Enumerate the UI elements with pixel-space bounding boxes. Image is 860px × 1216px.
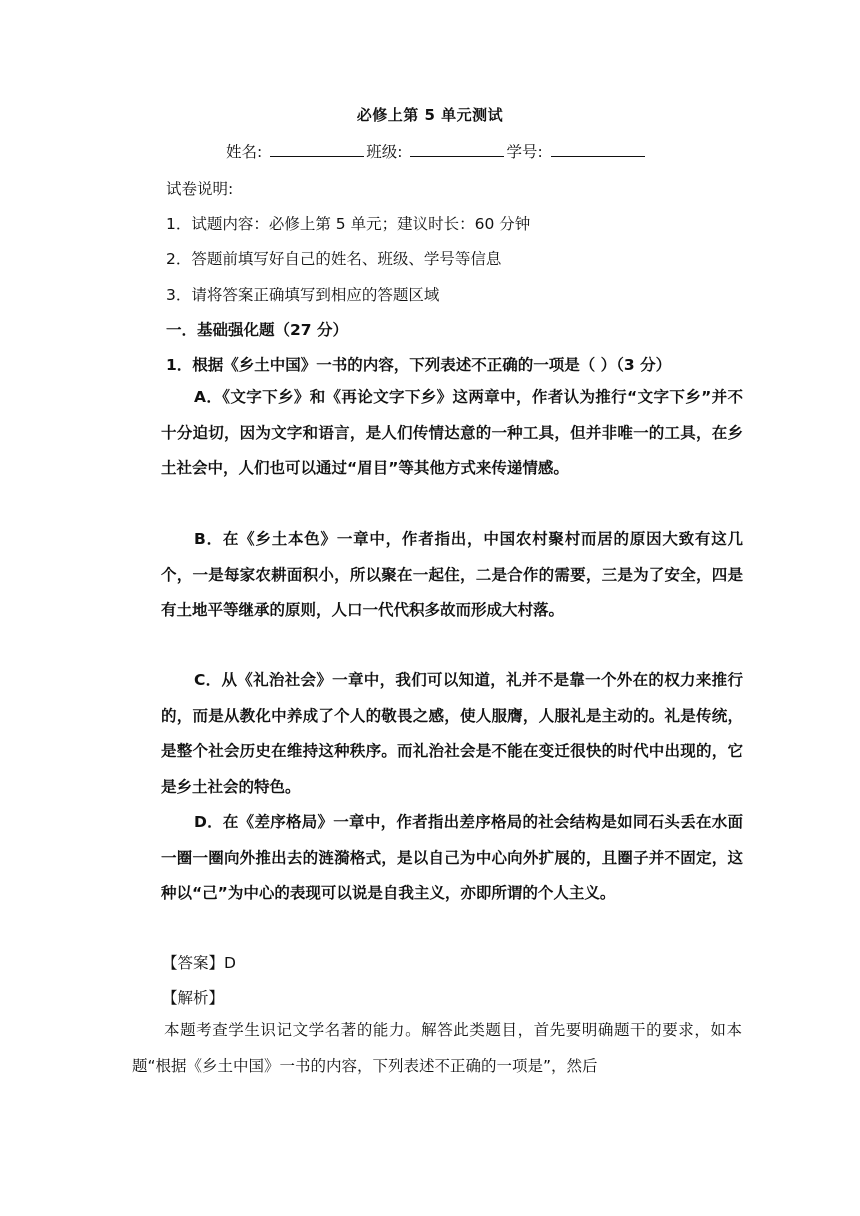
analysis-label: 【解析】 — [162, 989, 225, 1007]
instructions-heading: 试卷说明: — [166, 180, 234, 198]
student-info-line — [226, 140, 647, 162]
page-title: 必修上第 5 单元测试 — [356, 106, 504, 124]
option-b: B．在《乡土本色》一章中，作者指出，中国农村聚村而居的原因大致有这几个，一是每家农耕面积小，所以聚在一起住，二是合作的需要，三是为了安全，四是有土地平等继承的原则，人口一代代积多故而形成大村落。 — [161, 530, 743, 619]
option-a: A．《文字下乡》和《再论文字下乡》这两章中，作者认为推行“文字下乡”并不十分迫切，因为文字和语言，是人们传情达意的一种工具，但并非唯一的工具，在乡土社会中，人们也可以通过“眉目”等其他方式来传递情感。 — [161, 388, 743, 477]
instruction-item: 3．请将答案正确填写到相应的答题区域 — [166, 286, 440, 304]
option-d: D．在《差序格局》一章中，作者指出差序格局的社会结构是如同石头丢在水面一圈一圈向外推出去的涟漪格式，是以自己为中心向外扩展的，且圈子并不固定，这种以“己”为中心的表现可以说是自我主义，亦即所谓的个人主义。 — [161, 813, 743, 902]
class-label: 班级: — [366, 143, 403, 161]
name-blank[interactable] — [270, 142, 364, 157]
instruction-item: 2．答题前填写好自己的姓名、班级、学号等信息 — [166, 250, 502, 268]
student-id-blank[interactable] — [551, 142, 645, 157]
section-heading: 一．基础强化题（27 分） — [166, 321, 348, 339]
instruction-item: 1．试题内容：必修上第 5 单元；建议时长：60 分钟 — [166, 215, 531, 233]
question-stem: 1．根据《乡土中国》一书的内容，下列表述不正确的一项是（ ）（3 分） — [166, 356, 672, 374]
analysis-text: 本题考查学生识记文学名著的能力。解答此类题目，首先要明确题干的要求，如本题“根据《乡土中国》一书的内容，下列表述不正确的一项是”，然后 — [132, 1021, 742, 1075]
student-id-label: 学号: — [506, 143, 543, 161]
name-label: 姓名: — [226, 143, 263, 161]
class-blank[interactable] — [410, 142, 504, 157]
answer-line: 【答案】D — [162, 954, 236, 972]
option-c: C．从《礼治社会》一章中，我们可以知道，礼并不是靠一个外在的权力来推行的，而是从教化中养成了个人的敬畏之感，使人服膺，人服礼是主动的。礼是传统，是整个社会历史在维持这种秩序。而礼治社会是不能在变迁很快的时代中出现的，它是乡土社会的特色。 — [161, 671, 743, 796]
